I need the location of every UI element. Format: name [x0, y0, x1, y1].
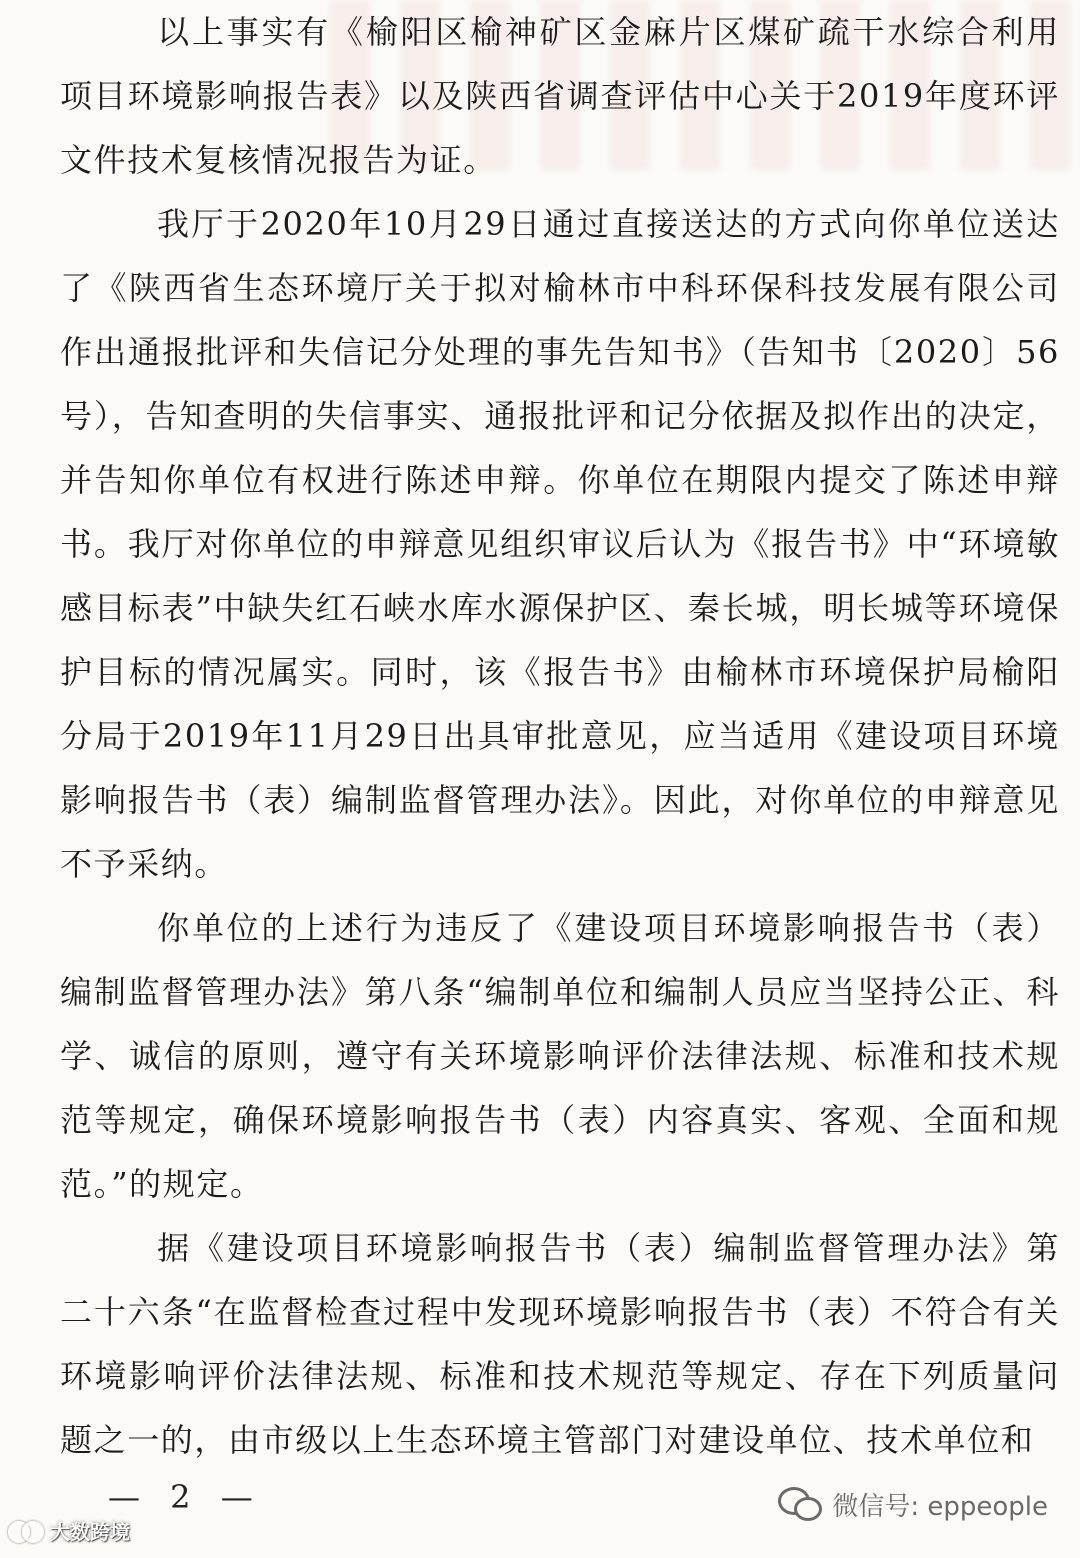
wechat-watermark: [778, 1486, 1048, 1523]
paragraph-text: 我厅于2020年10月29日通过直接送达的方式向你单位送达了《陕西省生态环境厅关于拟对榆林市中科环保科技发展有限公司作出通报批评和失信记分处理的事先告知书》（告知书〔2020〕56号），告知查明的失信事实、通报批评和记分依据及拟作出的决定，并告知你单位有权进行陈述申辩。你单位在期限内提交了陈述申辩书。我厅对你单位的申辩意见组织审议后认为《报告书》中“环境敏感目标表”中缺失红石峡水库水源保护区、秦长城，明长城等环境保护目标的情况属实。同时，该《报告书》由榆林市环境保护局榆阳分局于2019年11月29日出具审批意见，应当适用《建设项目环境影响报告书（表）编制监督管理办法》。因此，对你单位的申辩意见不予采纳。: [60, 205, 1060, 883]
brand-watermark: [8, 1516, 130, 1545]
brand-logo-icon: [8, 1517, 46, 1545]
paragraph-text: 你单位的上述行为违反了《建设项目环境影响报告书（表）编制监督管理办法》第八条“编制单位和编制人员应当坚持公正、科学、诚信的原则，遵守有关环境影响评价法律法规、标准和技术规范等规定，确保环境影响报告书（表）内容真实、客观、全面和规范。”的规定。: [60, 909, 1060, 1203]
paragraph-text: 以上事实有《榆阳区榆神矿区金麻片区煤矿疏干水综合利用项目环境影响报告表》以及陕西省调查评估中心关于2019年度环评文件技术复核情况报告为证。: [60, 13, 1060, 179]
paragraph-violation: [60, 896, 1060, 1216]
page-number: — 2 —: [108, 1478, 263, 1516]
brand-name: 大数跨境: [50, 1520, 130, 1544]
paragraph-evidence: [60, 0, 1060, 192]
paragraph-regulation: [60, 1216, 1060, 1472]
document-page: [60, 0, 1060, 1480]
paragraph-text: 据《建设项目环境影响报告书（表）编制监督管理办法》第二十六条“在监督检查过程中发现环境影响报告书（表）不符合有关环境影响评价法律法规、标准和技术规范等规定、存在下列质量问题之一的，由市级以上生态环境主管部门对建设单位、技术单位和: [60, 1229, 1060, 1459]
wechat-id: 微信号: eppeople: [832, 1492, 1048, 1522]
wechat-icon: [778, 1487, 822, 1523]
paragraph-notification: [60, 192, 1060, 896]
